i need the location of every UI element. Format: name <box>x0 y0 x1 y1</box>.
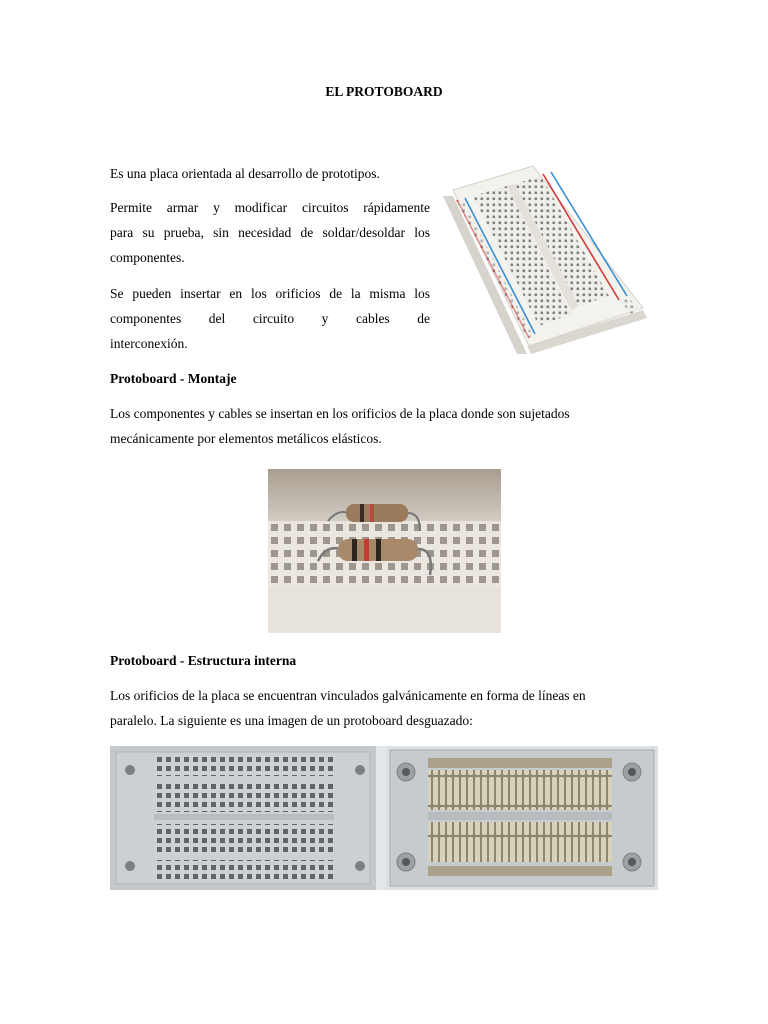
intro-paragraph-1: Es una placa orientada al desarrollo de prototipos. <box>110 166 380 181</box>
intro-paragraph-2-line-3: componentes. <box>110 250 185 265</box>
montaje-paragraph-line-1: Los componentes y cables se insertan en los orificios de la placa donde son sujetados <box>110 406 570 421</box>
intro-paragraph-2-line-1: Permite armar y modificar circuitos rápidamente <box>110 200 430 215</box>
intro-paragraph-3-line-3: interconexión. <box>110 336 188 351</box>
section-heading-montaje: Protoboard - Montaje <box>110 371 237 386</box>
estructura-paragraph-line-1: Los orificios de la placa se encuentran vinculados galvánicamente en forma de líneas en <box>110 688 586 703</box>
breadboard-photo <box>443 160 647 354</box>
estructura-paragraph <box>110 683 660 733</box>
intro-paragraph-3-line-1: Se pueden insertar en los orificios de la misma los <box>110 286 430 301</box>
breadboard-illustration <box>443 160 647 354</box>
intro-paragraph-3-line-2: componentes del circuito y cables de <box>110 311 430 326</box>
montaje-paragraph <box>110 401 650 451</box>
section-heading-estructura: Protoboard - Estructura interna <box>110 653 297 668</box>
disassembled-protoboard-photo <box>110 746 658 890</box>
resistor-photo <box>268 469 501 633</box>
document-title: EL PROTOBOARD <box>325 84 443 99</box>
resistor-illustration <box>268 469 501 633</box>
estructura-paragraph-line-2: paralelo. La siguiente es una imagen de un protoboard desguazado: <box>110 713 473 728</box>
intro-paragraph-3 <box>110 281 430 356</box>
disassembled-protoboard-illustration <box>110 746 658 890</box>
intro-paragraph-2-line-2: para su prueba, sin necesidad de soldar/desoldar los <box>110 225 430 240</box>
montaje-paragraph-line-2: mecánicamente por elementos metálicos elásticos. <box>110 431 382 446</box>
intro-paragraph-2 <box>110 195 430 270</box>
